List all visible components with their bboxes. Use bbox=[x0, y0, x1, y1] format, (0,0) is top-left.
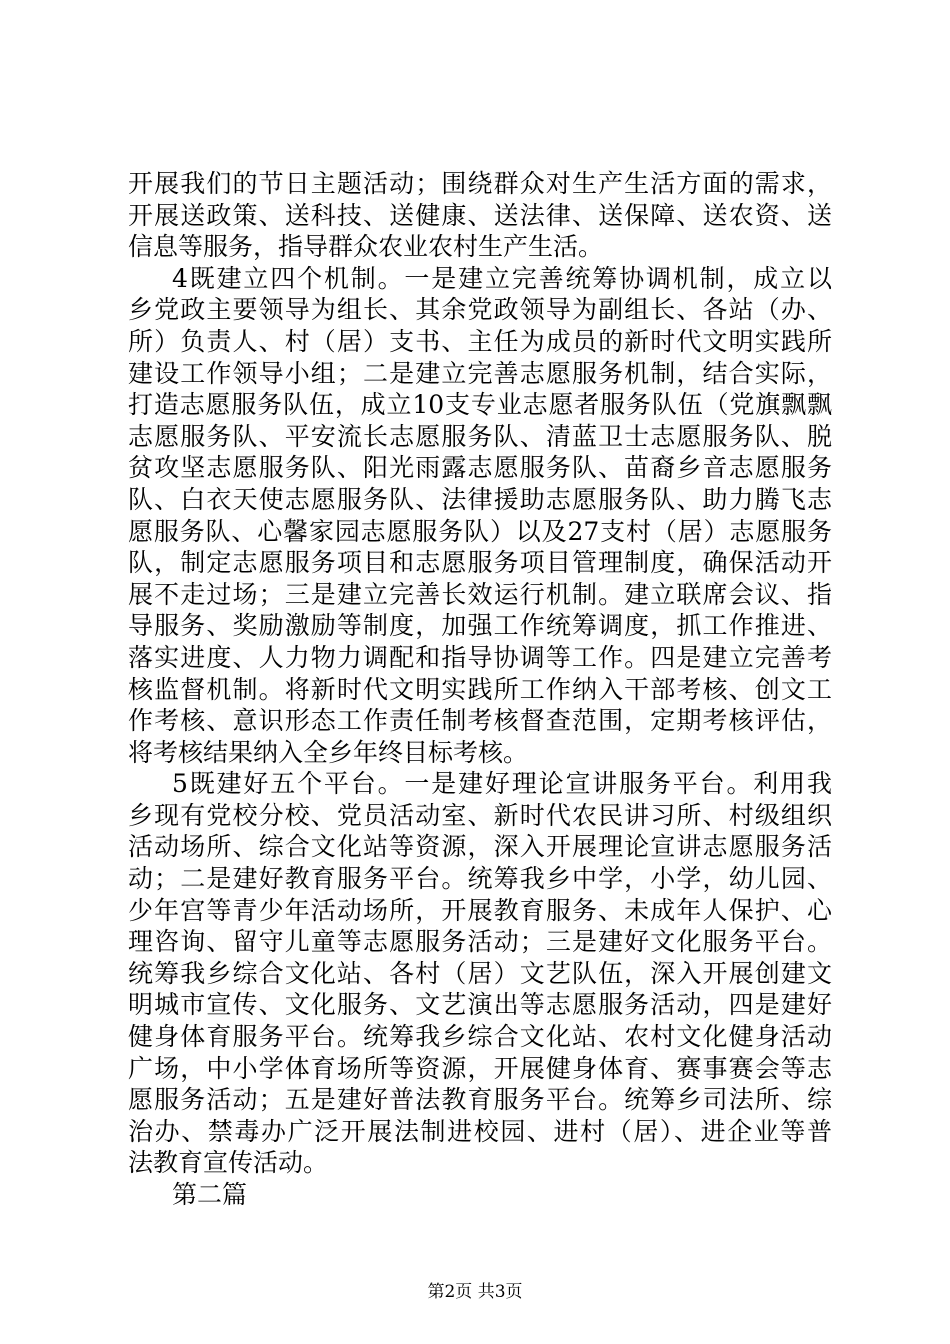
text-line: 少年宫等青少年活动场所，开展教育服务、未成年人保护、心 bbox=[128, 895, 832, 925]
text-line: 活动场所、综合文化站等资源，深入开展理论宣讲志愿服务活 bbox=[128, 832, 832, 862]
text-line: 贫攻坚志愿服务队、阳光雨露志愿服务队、苗裔乡音志愿服务 bbox=[128, 453, 832, 483]
text-line: 5既建好五个平台。一是建好理论宣讲服务平台。利用我 bbox=[172, 769, 832, 799]
text-line: 愿服务队、心馨家园志愿服务队）以及27支村（居）志愿服务 bbox=[128, 516, 832, 546]
text-line: 队、白衣天使志愿服务队、法律援助志愿服务队、助力腾飞志 bbox=[128, 484, 832, 514]
text-line: 信息等服务，指导群众农业农村生产生活。 bbox=[128, 232, 604, 262]
text-line: 健身体育服务平台。统筹我乡综合文化站、农村文化健身活动 bbox=[128, 1022, 832, 1052]
text-line: 乡现有党校分校、党员活动室、新时代农民讲习所、村级组织 bbox=[128, 800, 832, 830]
text-line: 导服务、奖励激励等制度，加强工作统筹调度，抓工作推进、 bbox=[128, 611, 832, 641]
text-line: 志愿服务队、平安流长志愿服务队、清蓝卫士志愿服务队、脱 bbox=[128, 421, 832, 451]
text-line: 队，制定志愿服务项目和志愿服务项目管理制度，确保活动开 bbox=[128, 548, 832, 578]
text-line: 第二篇 bbox=[172, 1180, 248, 1209]
text-line: 理咨询、留守儿童等志愿服务活动；三是建好文化服务平台。 bbox=[128, 927, 832, 957]
text-line: 愿服务活动；五是建好普法教育服务平台。统筹乡司法所、综 bbox=[128, 1085, 832, 1115]
text-line: 广场，中小学体育场所等资源，开展健身体育、赛事赛会等志 bbox=[128, 1053, 832, 1083]
text-line: 明城市宣传、文化服务、文艺演出等志愿服务活动，四是建好 bbox=[128, 990, 832, 1020]
text-line: 开展送政策、送科技、送健康、送法律、送保障、送农资、送 bbox=[128, 200, 832, 230]
text-line: 核监督机制。将新时代文明实践所工作纳入干部考核、创文工 bbox=[128, 674, 832, 704]
text-line: 作考核、意识形态工作责任制考核督查范围，定期考核评估， bbox=[128, 706, 832, 736]
document-body bbox=[128, 168, 832, 1211]
text-line: 建设工作领导小组；二是建立完善志愿服务机制，结合实际， bbox=[128, 358, 832, 388]
text-line: 动；二是建好教育服务平台。统筹我乡中学，小学，幼儿园、 bbox=[128, 864, 832, 894]
text-line: 4既建立四个机制。一是建立完善统筹协调机制，成立以 bbox=[172, 263, 832, 293]
text-line: 打造志愿服务队伍，成立10支专业志愿者服务队伍（党旗飘飘 bbox=[128, 390, 832, 420]
text-line: 开展我们的节日主题活动；围绕群众对生产生活方面的需求， bbox=[128, 169, 832, 198]
text-line: 治办、禁毒办广泛开展法制进校园、进村（居）、进企业等普 bbox=[128, 1116, 832, 1146]
text-line: 所）负责人、村（居）支书、主任为成员的新时代文明实践所 bbox=[128, 326, 832, 356]
text-line: 乡党政主要领导为组长、其余党政领导为副组长、各站（办、 bbox=[128, 295, 832, 325]
text-line: 统筹我乡综合文化站、各村（居）文艺队伍，深入开展创建文 bbox=[128, 958, 832, 988]
text-line: 法教育宣传活动。 bbox=[128, 1148, 329, 1178]
text-line: 落实进度、人力物力调配和指导协调等工作。四是建立完善考 bbox=[128, 642, 832, 672]
page-footer: 第2页 共3页 bbox=[427, 1282, 523, 1302]
text-line: 展不走过场；三是建立完善长效运行机制。建立联席会议、指 bbox=[128, 579, 832, 609]
text-line: 将考核结果纳入全乡年终目标考核。 bbox=[128, 737, 529, 767]
